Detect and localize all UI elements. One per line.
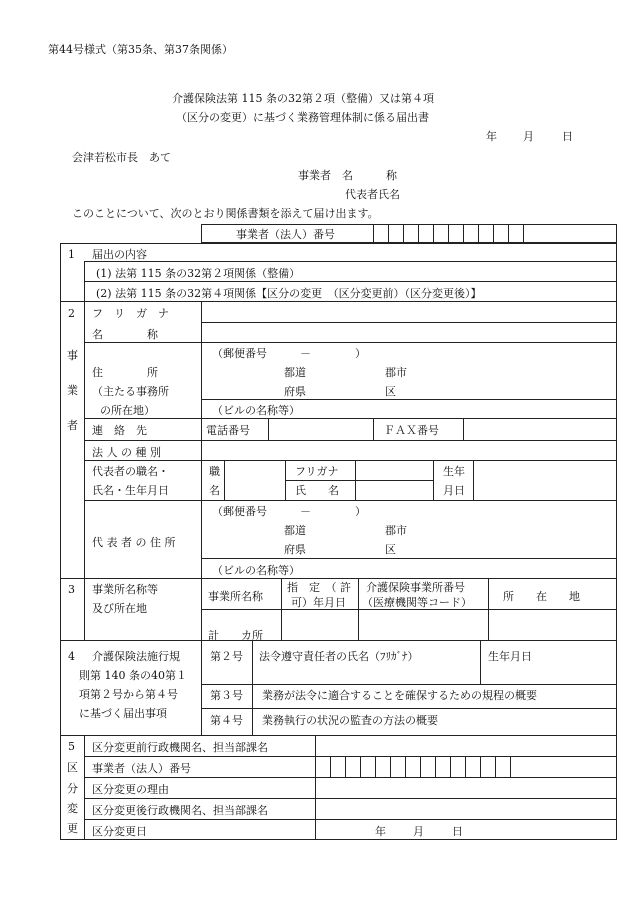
section4-label-1: 介護保険法施行規 [92,650,180,663]
rep-title-label-2: 氏名・生年月日 [92,484,169,497]
rep-building-name-label: （ビルの名称等） [212,564,300,577]
rep-prefecture-label-2: 府県 [284,543,306,556]
office-name-column: 事業所名称 [208,590,263,603]
section2-vertical-3: 者 [67,419,78,432]
section2-vertical-1: 事 [67,349,78,362]
form-number: 第44号様式（第35条、第37条関係） [48,43,233,56]
birth-label-2: 月日 [443,484,465,497]
section2-number: 2 [68,307,75,320]
section5-vertical-4: 更 [67,822,78,835]
intro-text: このことについて、次のとおり関係書類を添えて届け出ます。 [72,207,379,220]
date-day-label: 日 [562,130,573,143]
office-count-label: 計 カ所 [208,629,263,642]
section1-title: 届出の内容 [92,248,147,261]
change-date-day: 日 [452,825,463,838]
section5-vertical-3: 変 [67,802,78,815]
rep-name-label: 氏 名 [295,484,339,497]
audit-method-label: 業務執行の状況の監査の方法の概要 [262,714,438,727]
section3-label-1: 事業所名称等 [92,583,158,596]
prefecture-label-1: 都道 [284,366,306,379]
change-date-label: 区分変更日 [92,825,147,838]
designation-date-column-2: 可）年月日 [291,596,346,609]
section4-label-3: 項第２号から第４号 [79,688,178,701]
rep-city-label: 郡市 [385,524,407,537]
section1-item2: (2) 法第 115 条の32第４項関係【区分の変更 （区分変更前）（区分変更後）】 [96,287,482,300]
furigana-label: フ リ ガ ナ [92,307,169,320]
item-no-2: 第２号 [210,650,243,663]
applicant-rep-label: 代表者氏名 [345,188,400,201]
section3-number: 3 [68,583,75,596]
rep-title-label-1: 代表者の職名・ [92,465,169,478]
applicant-name-label: 事業者 名 称 [298,169,397,182]
pre-change-agency-label: 区分変更前行政機関名、担当部課名 [92,741,268,754]
item-no-3: 第３号 [210,689,243,702]
section1-number: 1 [68,248,75,261]
rep-ward-label: 区 [385,543,396,556]
rep-address-label: 代 表 者 の 住 所 [92,536,176,549]
rep-position-char-2: 名 [209,484,220,497]
section1-item1: (1) 法第 115 条の32第２項関係（整備） [96,267,301,280]
address-label: 住 所 [92,366,158,379]
title-line1: 介護保険法第 115 条の32第２項（整備）又は第４項 [172,92,434,105]
section2-vertical-2: 業 [67,384,78,397]
post-change-agency-label: 区分変更後行政機関名、担当部課名 [92,804,268,817]
section4-label-2: 則第 140 条の40第１ [79,669,187,682]
address-label-location: の所在地） [100,404,155,417]
date-year-label: 年 [486,130,497,143]
birth-label-1: 生年 [443,465,465,478]
change-reason-label: 区分変更の理由 [92,783,169,796]
contact-label: 連 絡 先 [92,424,147,437]
rep-furigana-label: フリガナ [295,465,339,478]
city-label: 郡市 [385,366,407,379]
address-label-main-office: （主たる事務所 [92,385,169,398]
item-no-4: 第４号 [210,714,243,727]
postal-code-label: （郵便番号 － ） [212,347,366,360]
fax-label: ＦＡＸ番号 [384,424,439,437]
compliance-officer-birth-label: 生年月日 [488,650,532,663]
rep-position-char-1: 職 [209,465,220,478]
office-location-column: 所 在 地 [503,590,580,603]
care-office-number-column-2: （医療機関等コード） [362,596,472,609]
title-line2: （区分の変更）に基づく業務管理体制に係る届出書 [176,111,429,124]
section5-number: 5 [68,740,75,753]
prefecture-label-2: 府県 [284,385,306,398]
ward-label: 区 [385,385,396,398]
compliance-rules-label: 業務が法令に適合することを確保するための規程の概要 [262,689,537,702]
compliance-officer-label: 法令遵守責任者の氏名（ﾌﾘｶﾞﾅ） [259,650,419,663]
change-date-month: 月 [413,825,424,838]
building-name-label: （ビルの名称等） [212,404,300,417]
section3-label-2: 及び所在地 [92,602,147,615]
date-month-label: 月 [523,130,534,143]
addressee: 会津若松市長 あて [72,151,171,164]
change-date-year: 年 [375,825,386,838]
section4-label-4: に基づく届出事項 [79,707,167,720]
operator-number-label: 事業者（法人）番号 [236,228,335,241]
designation-date-column-1: 指 定 （ 許 [287,581,351,594]
care-office-number-column-1: 介護保険事業所番号 [366,581,465,594]
operator-number-label-2: 事業者（法人）番号 [92,762,191,775]
rep-postal-code-label: （郵便番号 － ） [212,505,366,518]
section5-vertical-1: 区 [67,761,78,774]
phone-label: 電話番号 [206,424,250,437]
section5-vertical-2: 分 [67,782,78,795]
name-label: 名 称 [92,328,158,341]
section4-number: 4 [68,650,75,663]
corporation-type-label: 法 人 の 種 別 [92,446,161,459]
rep-prefecture-label-1: 都道 [284,524,306,537]
